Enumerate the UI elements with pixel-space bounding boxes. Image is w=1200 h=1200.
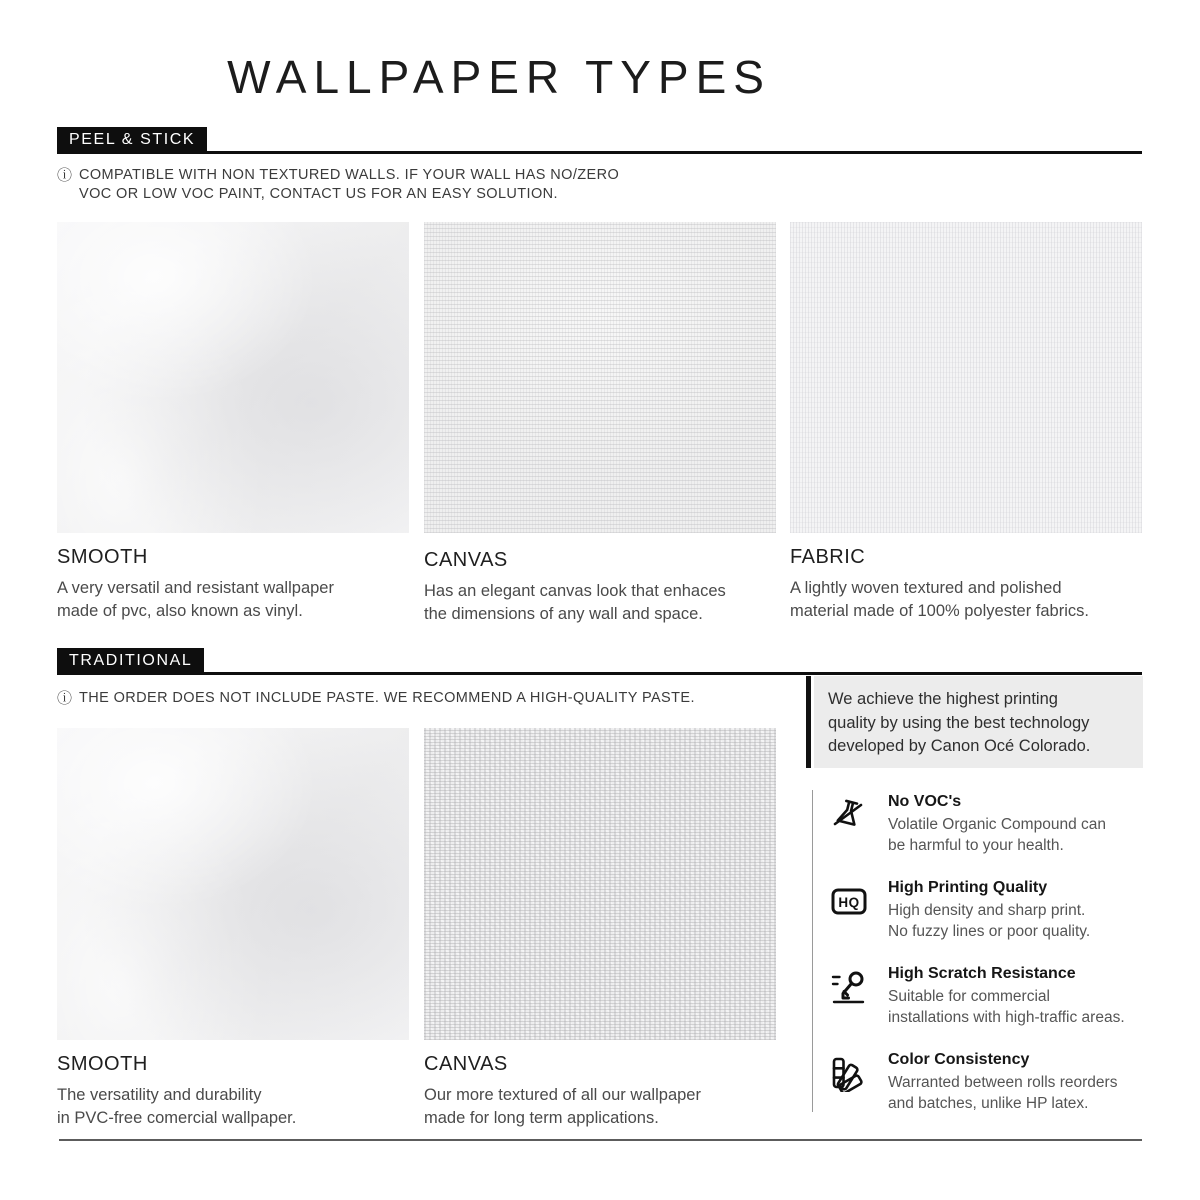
fabric-texture-swatch <box>790 222 1142 533</box>
card-description: A very versatil and resistant wallpaper made of pvc, also known as vinyl. <box>57 579 334 620</box>
traditional-note-text: THE ORDER DOES NOT INCLUDE PASTE. WE RECOMMEND A HIGH-QUALITY PASTE. <box>79 690 695 706</box>
feature-no-voc: No VOC's Volatile Organic Compound can be harmful to your health. <box>830 793 1150 856</box>
card-peel-stick-canvas <box>424 222 776 626</box>
svg-text:HQ: HQ <box>838 895 860 910</box>
bottom-divider <box>59 1139 1142 1141</box>
canvas-rough-texture-swatch <box>424 728 776 1040</box>
section-label-traditional: TRADITIONAL <box>57 648 204 675</box>
color-swatch-fan-icon <box>830 1054 868 1092</box>
key-scratch-icon <box>830 968 868 1006</box>
section-rule <box>57 151 1142 154</box>
page-title: WALLPAPER TYPES <box>227 51 771 103</box>
info-icon: ⓘ <box>57 167 73 184</box>
card-traditional-smooth <box>57 728 409 1130</box>
feature-color-consistency: Color Consistency Warranted between rolls reorders and batches, unlike HP latex. <box>830 1051 1150 1114</box>
canvas-texture-swatch <box>424 222 776 533</box>
feature-title: High Printing Quality <box>888 879 1048 896</box>
smooth-texture-swatch <box>57 728 409 1040</box>
card-description: Has an elegant canvas look that enhaces the dimensions of any wall and space. <box>424 582 726 623</box>
section-rule <box>57 672 1142 675</box>
no-voc-flask-icon <box>830 796 868 834</box>
section-label-peel-stick: PEEL & STICK <box>57 127 207 154</box>
card-title: SMOOTH <box>57 546 148 568</box>
section-header-peel-stick <box>57 127 1142 155</box>
peel-stick-note-text: COMPATIBLE WITH NON TEXTURED WALLS. IF YOUR WALL HAS NO/ZERO VOC OR LOW VOC PAINT, CONTACT US FOR AN EASY SOLUTION. <box>79 167 620 202</box>
card-title: FABRIC <box>790 546 866 568</box>
feature-high-scratch-resistance: High Scratch Resistance Suitable for commercial installations with high-traffic areas. <box>830 965 1150 1028</box>
feature-title: High Scratch Resistance <box>888 965 1076 982</box>
card-title: CANVAS <box>424 1053 508 1075</box>
card-title: CANVAS <box>424 549 508 571</box>
card-peel-stick-fabric <box>790 222 1142 623</box>
feature-high-printing-quality: HQ High Printing Quality High density and sharp print. No fuzzy lines or poor quality. <box>830 879 1150 942</box>
printing-quality-quote: We achieve the highest printing quality by using the best technology developed by Canon Océ Colorado. <box>814 676 1143 768</box>
info-icon: ⓘ <box>57 690 73 707</box>
card-description: The versatility and durability in PVC-free comercial wallpaper. <box>57 1086 297 1127</box>
features-rail <box>812 790 813 1112</box>
card-traditional-canvas <box>424 728 776 1130</box>
feature-title: No VOC's <box>888 793 962 810</box>
traditional-note <box>57 689 695 708</box>
quote-accent-bar <box>806 676 811 768</box>
hq-badge-icon <box>830 882 868 920</box>
card-peel-stick-smooth <box>57 222 409 623</box>
section-header-traditional <box>57 648 1142 676</box>
smooth-texture-swatch <box>57 222 409 533</box>
card-title: SMOOTH <box>57 1053 148 1075</box>
feature-title: Color Consistency <box>888 1051 1030 1068</box>
peel-stick-note <box>57 166 619 204</box>
card-description: Our more textured of all our wallpaper made for long term applications. <box>424 1086 701 1127</box>
card-description: A lightly woven textured and polished material made of 100% polyester fabrics. <box>790 579 1089 620</box>
